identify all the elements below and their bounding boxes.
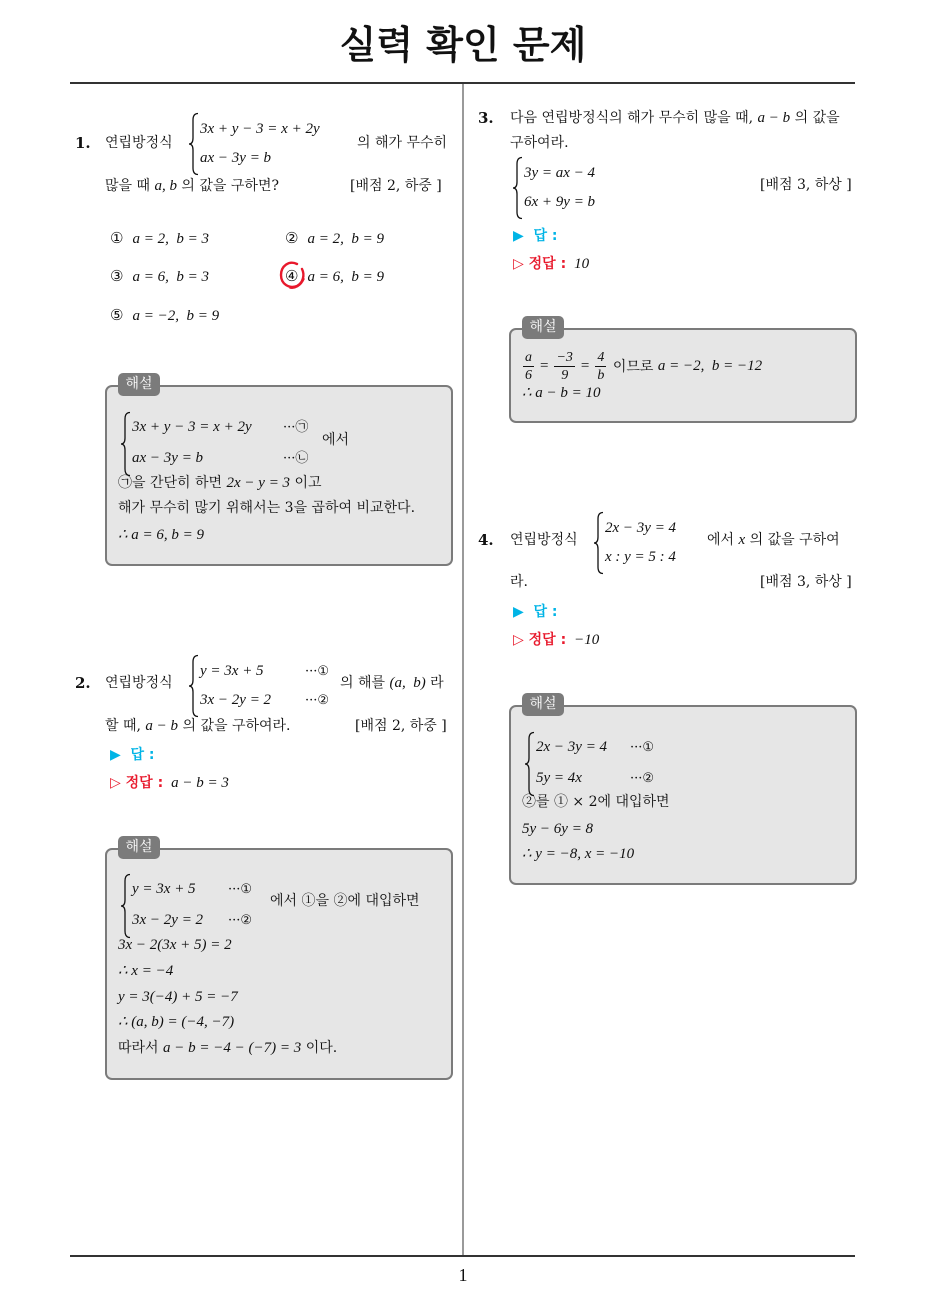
problem-text xyxy=(340,673,444,693)
correct-answer-label: ▷ 정답 : xyxy=(513,256,567,272)
equation-tag: ···① xyxy=(630,740,655,755)
math-expression: a − b xyxy=(757,110,791,126)
choice-3 xyxy=(110,266,209,287)
left-brace-icon xyxy=(188,112,199,176)
problem-number: 3. xyxy=(478,109,494,127)
choice-number: ④ xyxy=(285,267,299,285)
problem-lead-text: 연립방정식 xyxy=(105,135,173,151)
choice-number: ③ xyxy=(110,267,124,285)
numerator: −3 xyxy=(556,349,573,365)
page-title: 실력 확인 문제 xyxy=(339,23,587,67)
solution-line: 3x − 2(3x + 5) = 2 xyxy=(118,937,232,953)
choice-value: a = 2, b = 3 xyxy=(132,231,209,247)
correct-answer-label: ▷ 정답 : xyxy=(513,632,567,648)
equation-tag: ···㉠ xyxy=(283,420,309,435)
equation-system xyxy=(188,654,330,718)
problem-text-line: 구하여라. xyxy=(510,135,569,151)
equation-row: 3x + y − 3 = x + 2y xyxy=(200,121,320,137)
text: 의 값을 구하면? xyxy=(176,178,279,194)
solution-line: 5y − 6y = 8 xyxy=(522,821,594,837)
answer-label: ▶ 답 : xyxy=(513,228,558,244)
text: 따라서 xyxy=(118,1040,164,1056)
numerator: a xyxy=(525,349,532,365)
answer-blank xyxy=(110,745,155,765)
answer-blank xyxy=(513,226,558,246)
solution-box xyxy=(509,696,857,885)
math-expression: a − b xyxy=(145,718,179,734)
equation-row: x : y = 5 : 4 xyxy=(605,549,676,565)
text: 다음 연립방정식의 해가 무수히 많을 때, xyxy=(510,110,758,126)
equation-rows xyxy=(200,115,320,173)
problem-text xyxy=(707,530,840,550)
problem-text-line: 라. xyxy=(510,574,528,590)
equation-system xyxy=(524,731,655,799)
choice-1 xyxy=(110,228,209,249)
choice-number: ① xyxy=(110,229,124,247)
equation: 2x − 3y = 4 xyxy=(536,739,608,755)
footer-rule xyxy=(70,1255,855,1257)
math-expression: a = −2, b = −12 xyxy=(657,357,763,374)
equation-system xyxy=(593,511,677,575)
equation-tag: ···㉡ xyxy=(283,451,309,466)
equals-sign: = xyxy=(580,357,590,374)
correct-answer xyxy=(513,630,599,650)
problem-text-line xyxy=(105,716,291,736)
text: 할 때, xyxy=(105,718,146,734)
problem-text-line xyxy=(105,176,279,196)
equals-sign: = xyxy=(540,357,549,374)
solution-label: 해설 xyxy=(522,693,564,716)
solution-line: y = 3(−4) + 5 = −7 xyxy=(118,989,238,1005)
text: 의 해를 xyxy=(340,675,390,691)
equation-row xyxy=(200,686,329,715)
equation-system xyxy=(120,873,253,941)
correct-answer-label: ▷ 정답 : xyxy=(110,775,164,791)
equation-tag: ···① xyxy=(228,882,253,897)
page-number: 1 xyxy=(458,1265,468,1285)
solution-label: 해설 xyxy=(118,373,160,396)
text: 의 값을 구하여 xyxy=(745,532,840,548)
left-brace-icon xyxy=(524,731,535,797)
equation: 3x + y − 3 = x + 2y xyxy=(132,419,252,435)
choice-2 xyxy=(285,228,384,249)
equation-row xyxy=(536,763,654,794)
solution-line: ②를 ① × 2에 대입하면 xyxy=(522,794,670,810)
equation-tag: ···② xyxy=(228,913,253,928)
solution-text: 에서 ①을 ②에 대입하면 xyxy=(270,893,420,909)
solution-line: 해가 무수히 많기 위해서는 3을 곱하여 비교한다. xyxy=(118,500,416,516)
solution-label: 해설 xyxy=(118,836,160,859)
correct-answer xyxy=(110,773,229,793)
denominator: 6 xyxy=(525,367,532,383)
equation: y = 3x + 5 xyxy=(200,663,264,679)
equation-row: 6x + 9y = b xyxy=(524,194,596,210)
score-info: [배점 2, 하중 ] xyxy=(350,178,442,194)
solution-box xyxy=(105,839,453,1080)
left-brace-icon xyxy=(120,873,131,939)
choice-number: ⑤ xyxy=(110,306,124,324)
equation-system xyxy=(188,112,320,176)
math-expression: a, b xyxy=(154,178,177,194)
left-brace-icon xyxy=(188,654,199,718)
equation-rows xyxy=(524,159,595,217)
score-info: [배점 2, 하중 ] xyxy=(355,718,447,734)
text: 이므로 xyxy=(608,359,658,375)
equation: 5y = 4x xyxy=(536,770,582,786)
equation-rows xyxy=(132,874,252,936)
solution-line: ∴ a = 6, b = 9 xyxy=(118,527,205,543)
problem-number: 2. xyxy=(75,674,91,692)
problem-text: 의 해가 무수히 xyxy=(357,135,448,151)
solution-box xyxy=(105,376,453,566)
math-expression: (a, b) xyxy=(389,675,426,691)
equation-rows xyxy=(536,732,654,794)
left-brace-icon xyxy=(512,156,523,220)
solution-line: ∴ y = −8, x = −10 xyxy=(522,846,635,862)
text: 이다. xyxy=(301,1040,338,1056)
left-brace-icon xyxy=(593,511,604,575)
correct-answer-value: −10 xyxy=(574,632,600,648)
answer-label: ▶ 답 : xyxy=(110,747,155,763)
problem-lead-text: 연립방정식 xyxy=(510,532,578,548)
score-info: [배점 3, 하상 ] xyxy=(760,574,852,590)
answer-blank xyxy=(513,602,558,622)
numerator: 4 xyxy=(597,349,605,365)
equation-row xyxy=(132,443,308,474)
solution-text: 에서 xyxy=(322,432,350,448)
equation-row xyxy=(132,874,252,905)
text: 이고 xyxy=(290,475,322,491)
equation-rows xyxy=(132,412,308,474)
solution-box xyxy=(509,319,857,423)
problem-lead-text: 연립방정식 xyxy=(105,675,173,691)
text: 의 값을 구하여라. xyxy=(178,718,291,734)
correct-answer-value: a − b = 3 xyxy=(171,775,229,791)
math-expression: x xyxy=(738,532,746,548)
problem-number: 1. xyxy=(75,134,91,152)
text: 의 값을 xyxy=(790,110,840,126)
equation-tag: ···② xyxy=(630,771,655,786)
solution-line: ∴ (a, b) = (−4, −7) xyxy=(118,1014,235,1030)
left-brace-icon xyxy=(120,411,131,477)
equation: 3x − 2y = 2 xyxy=(200,692,272,708)
equation-row: 3y = ax − 4 xyxy=(524,165,596,181)
solution-line: ∴ x = −4 xyxy=(118,963,174,979)
choice-number: ② xyxy=(285,229,299,247)
fraction-equation xyxy=(521,348,762,384)
score-info: [배점 3, 하상 ] xyxy=(760,177,852,193)
choice-value: a = 6, b = 3 xyxy=(132,269,209,285)
equation: ax − 3y = b xyxy=(132,450,204,466)
fraction xyxy=(595,349,606,384)
correct-answer xyxy=(513,254,589,274)
solution-line xyxy=(118,473,322,493)
choice-value: a = 6, b = 9 xyxy=(307,269,384,285)
denominator: b xyxy=(597,367,605,383)
text: 라 xyxy=(425,675,444,691)
column-divider xyxy=(462,84,464,1255)
equation-row xyxy=(132,412,308,443)
fraction xyxy=(554,349,574,384)
equation-system xyxy=(120,411,309,479)
solution-line: ∴ a − b = 10 xyxy=(522,385,601,401)
equation-tag: ···② xyxy=(305,693,330,708)
equation-system xyxy=(512,156,596,220)
text: 에서 xyxy=(707,532,739,548)
denominator: 9 xyxy=(561,367,569,383)
solution-label: 해설 xyxy=(522,316,564,339)
correct-answer-value: 10 xyxy=(574,256,590,272)
fraction xyxy=(523,349,534,384)
equation-row: ax − 3y = b xyxy=(200,150,272,166)
equation-rows xyxy=(605,514,676,572)
math-expression: a − b = −4 − (−7) = 3 xyxy=(163,1040,302,1056)
choice-5 xyxy=(110,305,219,326)
choice-value: a = 2, b = 9 xyxy=(307,231,384,247)
text: ㉠을 간단히 하면 xyxy=(118,475,227,491)
equation: 3x − 2y = 2 xyxy=(132,912,204,928)
text: 많을 때 xyxy=(105,178,155,194)
choice-value: a = −2, b = 9 xyxy=(132,308,220,324)
equation-rows xyxy=(200,657,329,715)
equation-tag: ···① xyxy=(305,664,330,679)
answer-label: ▶ 답 : xyxy=(513,604,558,620)
problem-number: 4. xyxy=(478,531,494,549)
equation-row: 2x − 3y = 4 xyxy=(605,520,677,536)
math-expression: 2x − y = 3 xyxy=(226,475,291,491)
solution-line xyxy=(118,1038,337,1058)
equation-row xyxy=(200,657,329,686)
equation: y = 3x + 5 xyxy=(132,881,196,897)
equation-row xyxy=(536,732,654,763)
equation-row xyxy=(132,905,252,936)
answer-circle-mark xyxy=(277,259,309,291)
problem-text-line xyxy=(510,108,840,128)
